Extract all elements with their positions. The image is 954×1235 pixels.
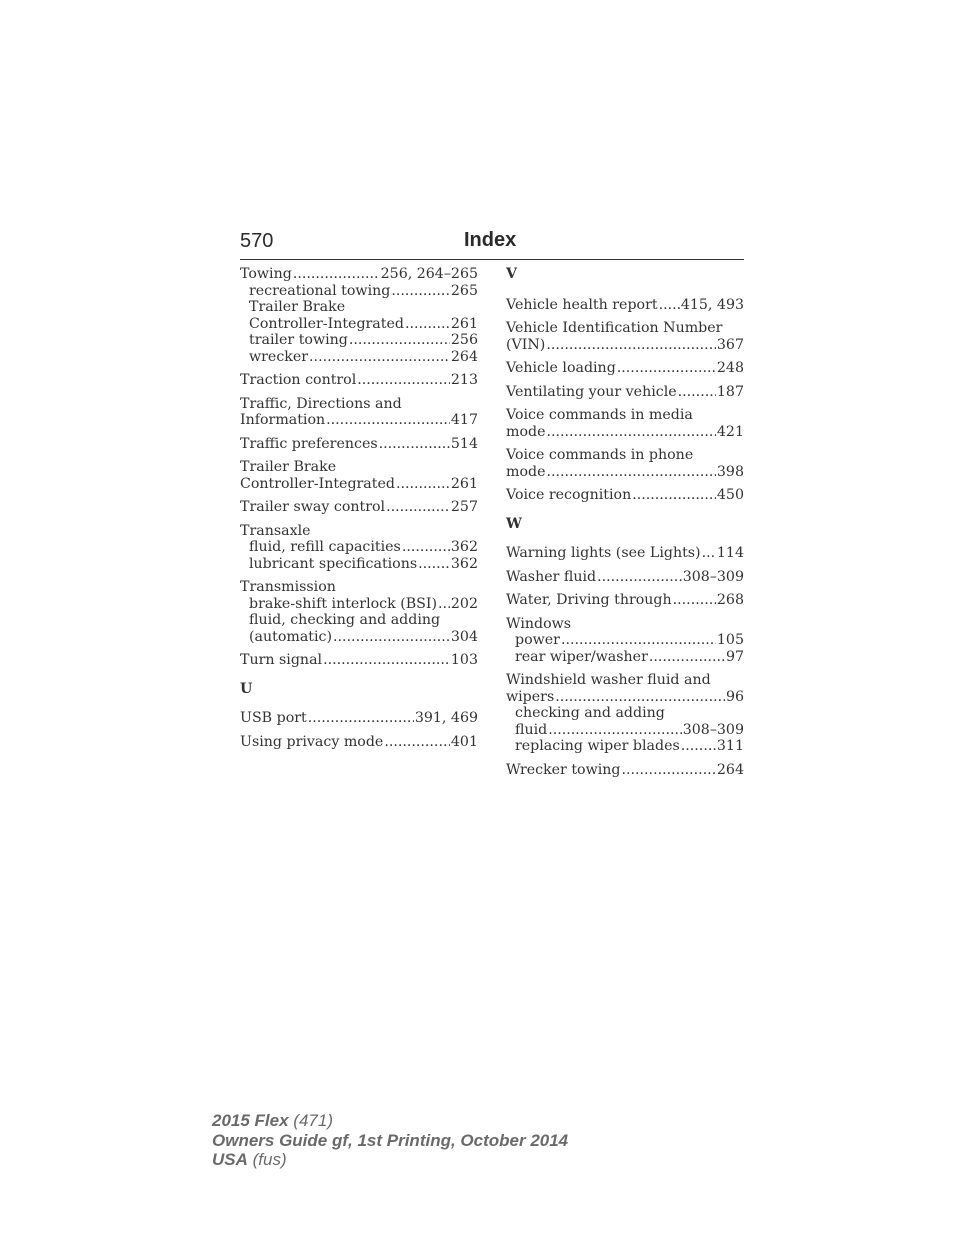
index-line <box>240 476 478 493</box>
dot-leader <box>326 412 450 429</box>
index-line <box>506 632 744 649</box>
dot-leader <box>649 649 725 666</box>
index-line <box>506 616 744 633</box>
index-line <box>240 396 478 413</box>
dot-leader <box>702 545 716 562</box>
index-page-ref: 421 <box>716 423 744 440</box>
index-line <box>506 592 744 609</box>
index-line <box>240 436 478 453</box>
footer-model-line <box>212 1111 568 1131</box>
index-entry <box>240 266 478 365</box>
index-column-left <box>240 266 478 750</box>
index-term: Washer fluid <box>506 568 597 585</box>
dot-leader <box>617 360 716 377</box>
index-term: (VIN) <box>506 336 546 353</box>
index-page-ref: 450 <box>716 487 744 503</box>
index-term: Vehicle health report <box>506 296 658 313</box>
index-entry <box>240 652 478 669</box>
index-term: checking and adding <box>515 705 665 721</box>
index-entry <box>240 523 478 573</box>
footer-model-code: (471) <box>293 1111 333 1130</box>
dot-leader <box>379 436 450 453</box>
index-term: wrecker <box>249 348 309 365</box>
dot-leader <box>405 316 450 333</box>
index-line <box>506 705 744 722</box>
index-entry <box>506 384 744 401</box>
dot-leader <box>396 476 450 493</box>
index-term: Trailer Brake <box>249 299 346 315</box>
footer-guide-line <box>212 1131 568 1151</box>
dot-leader <box>402 539 450 556</box>
index-entry <box>240 372 478 389</box>
index-term: rear wiper/washer <box>515 648 648 665</box>
dot-leader <box>546 464 715 481</box>
index-page-ref: 187 <box>716 383 744 400</box>
index-line <box>240 556 478 573</box>
index-page-ref: 261 <box>450 315 478 332</box>
index-line <box>506 569 744 586</box>
index-page-ref: 398 <box>716 463 744 480</box>
footer-guide: Owners Guide gf, 1st Printing, October 2014 <box>212 1130 569 1150</box>
index-term: mode <box>506 463 546 480</box>
index-line <box>240 710 478 727</box>
index-term: (automatic) <box>249 628 333 645</box>
index-entry <box>506 360 744 377</box>
index-line <box>506 424 744 441</box>
index-page-ref: 264 <box>450 348 478 365</box>
dot-leader <box>673 592 716 609</box>
index-line <box>506 447 744 464</box>
index-term: Wrecker towing <box>506 761 621 778</box>
index-term: Vehicle loading <box>506 360 616 376</box>
index-term: wipers <box>506 688 555 705</box>
index-term: Ventilating your vehicle <box>506 383 677 400</box>
page-title: Index <box>464 229 517 251</box>
index-page-ref: 367 <box>716 336 744 353</box>
index-line <box>240 372 478 389</box>
index-page-ref: 268 <box>716 592 744 608</box>
index-entry <box>506 592 744 609</box>
index-term: Water, Driving through <box>506 592 672 608</box>
index-letter-heading: W <box>506 515 522 532</box>
index-term: Vehicle Identification Number <box>506 320 723 336</box>
footer-region-line <box>212 1150 568 1170</box>
index-page-ref: 362 <box>450 555 478 572</box>
page-header <box>240 228 744 260</box>
index-entry <box>240 579 478 645</box>
index-page-ref: 103 <box>450 652 478 668</box>
dot-leader <box>561 632 716 649</box>
index-line <box>240 523 478 540</box>
index-page-ref: 362 <box>450 539 478 555</box>
index-entry <box>506 320 744 353</box>
index-term: fluid, checking and adding <box>249 612 441 628</box>
index-line <box>240 499 478 516</box>
index-page-ref: 202 <box>450 595 478 612</box>
index-page-ref: 256, 264–265 <box>380 266 478 282</box>
index-term: replacing wiper blades <box>515 738 680 754</box>
index-page-ref: 96 <box>725 688 744 705</box>
index-page-ref: 401 <box>450 733 478 750</box>
index-line <box>506 384 744 401</box>
index-line <box>240 412 478 429</box>
dot-leader <box>438 596 450 613</box>
index-entry <box>506 762 744 779</box>
footer-region: USA <box>212 1150 248 1169</box>
dot-leader <box>333 629 450 646</box>
index-page-ref: 304 <box>450 628 478 645</box>
index-line <box>506 649 744 666</box>
index-term: power <box>515 632 560 648</box>
index-term: recreational towing <box>249 282 391 299</box>
dot-leader <box>308 710 414 727</box>
index-line <box>240 612 478 629</box>
index-line <box>240 596 478 613</box>
index-line <box>240 349 478 366</box>
index-term: Trailer Brake <box>240 459 337 475</box>
dot-leader <box>293 266 380 283</box>
index-page-ref: 97 <box>725 648 744 665</box>
index-term: Trailer sway control <box>240 499 386 515</box>
dot-leader <box>384 734 450 751</box>
index-line <box>506 762 744 779</box>
index-page-ref: 308–309 <box>682 721 744 738</box>
index-line <box>506 320 744 337</box>
index-page-ref: 256 <box>450 332 478 348</box>
index-page-ref: 105 <box>716 632 744 648</box>
index-page-ref: 514 <box>450 435 478 452</box>
index-term: mode <box>506 423 546 440</box>
index-entry <box>240 459 478 492</box>
index-term: Controller-Integrated <box>240 475 395 492</box>
index-line <box>240 629 478 646</box>
index-term: Warning lights (see Lights) <box>506 545 701 561</box>
index-line <box>240 316 478 333</box>
index-entry <box>506 487 744 504</box>
index-line <box>506 464 744 481</box>
index-page-ref: 261 <box>450 475 478 492</box>
index-page-ref: 311 <box>716 738 744 754</box>
dot-leader <box>597 569 682 586</box>
index-page-ref: 248 <box>716 360 744 376</box>
index-line <box>506 337 744 354</box>
index-line <box>506 297 744 314</box>
dot-leader <box>659 297 680 314</box>
index-entry <box>506 447 744 480</box>
dot-leader <box>309 349 450 366</box>
index-term: Voice commands in phone <box>506 447 694 463</box>
index-term: fluid, refill capacities <box>249 539 401 555</box>
index-page-ref: 417 <box>450 412 478 428</box>
index-line <box>240 539 478 556</box>
index-line <box>506 487 744 504</box>
footer-region-code: (fus) <box>252 1150 287 1169</box>
index-page-ref: 213 <box>450 372 478 388</box>
dot-leader <box>349 332 450 349</box>
index-entry <box>506 569 744 586</box>
index-term: Windshield washer fluid and <box>506 672 711 688</box>
index-page-ref: 257 <box>450 499 478 515</box>
index-term: USB port <box>240 710 307 726</box>
index-page-ref: 264 <box>716 761 744 778</box>
index-term: brake-shift interlock (BSI) <box>249 595 438 612</box>
index-term: Traffic preferences <box>240 435 378 452</box>
page-footer <box>212 1111 568 1170</box>
index-page-ref: 114 <box>716 545 744 561</box>
index-line <box>240 266 478 283</box>
index-term: Transmission <box>240 579 336 595</box>
index-line <box>506 672 744 689</box>
index-line <box>506 545 744 562</box>
index-entry <box>240 396 478 429</box>
index-line <box>240 652 478 669</box>
index-line <box>506 722 744 739</box>
index-line <box>506 689 744 706</box>
dot-leader <box>632 487 716 504</box>
index-entry <box>240 734 478 751</box>
index-term: Voice recognition <box>506 487 632 503</box>
index-term: Using privacy mode <box>240 733 384 750</box>
index-line <box>240 332 478 349</box>
index-column-right <box>506 266 744 778</box>
index-term: Towing <box>240 266 292 282</box>
index-entry <box>506 407 744 440</box>
dot-leader <box>555 689 725 706</box>
index-entry <box>506 672 744 755</box>
index-entry <box>240 436 478 453</box>
index-term: lubricant specifications <box>249 555 418 572</box>
index-line <box>240 459 478 476</box>
index-page-ref: 415, 493 <box>680 296 744 313</box>
index-term: trailer towing <box>249 332 348 348</box>
dot-leader <box>681 738 716 755</box>
index-line <box>506 738 744 755</box>
index-line <box>240 734 478 751</box>
index-page-ref: 265 <box>450 282 478 299</box>
index-term: Traction control <box>240 372 357 388</box>
index-letter-heading: V <box>506 266 518 282</box>
dot-leader <box>546 337 716 354</box>
index-term: fluid <box>515 721 548 738</box>
page-number: 570 <box>240 230 274 252</box>
index-term: Turn signal <box>240 652 323 668</box>
dot-leader <box>548 722 682 739</box>
index-line <box>240 299 478 316</box>
dot-leader <box>546 424 715 441</box>
index-entry <box>506 545 744 562</box>
dot-leader <box>391 283 450 300</box>
index-page-ref: 308–309 <box>682 568 744 585</box>
dot-leader <box>418 556 450 573</box>
index-term: Transaxle <box>240 522 311 539</box>
index-line <box>506 407 744 424</box>
index-line <box>506 360 744 377</box>
index-term: Traffic, Directions and <box>240 395 402 412</box>
index-letter-heading: U <box>240 680 253 697</box>
index-entry <box>240 710 478 727</box>
dot-leader <box>357 372 450 389</box>
index-entry <box>240 499 478 516</box>
index-term: Controller-Integrated <box>249 315 404 332</box>
index-term: Windows <box>506 615 572 632</box>
dot-leader <box>386 499 450 516</box>
dot-leader <box>678 384 716 401</box>
footer-model: 2015 Flex <box>212 1111 289 1130</box>
index-term: Voice commands in media <box>506 407 693 423</box>
dot-leader <box>323 652 450 669</box>
index-line <box>240 579 478 596</box>
index-line <box>240 283 478 300</box>
dot-leader <box>622 762 716 779</box>
index-entry <box>506 616 744 666</box>
index-page-ref: 391, 469 <box>414 710 478 726</box>
index-term: Information <box>240 412 326 428</box>
index-entry <box>506 297 744 314</box>
